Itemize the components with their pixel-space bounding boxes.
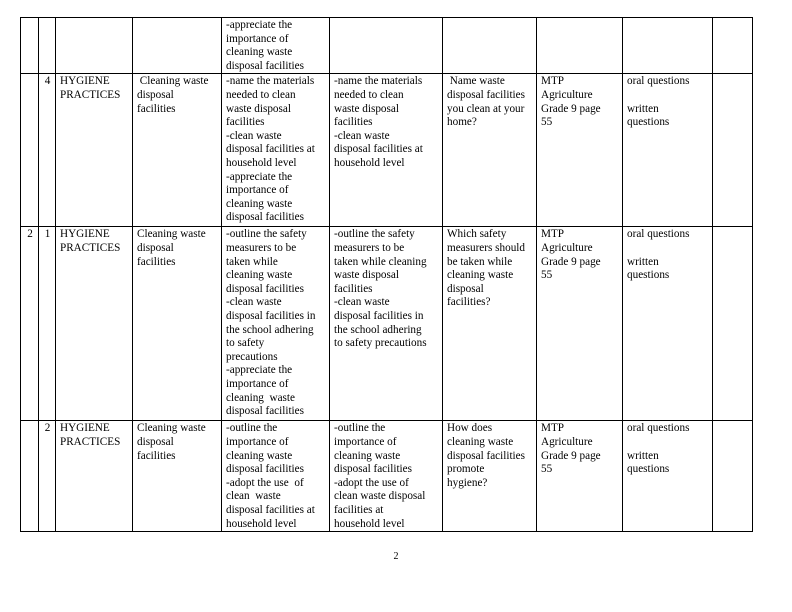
cell-line: Grade 9 page: [541, 102, 601, 115]
cell-line: PRACTICES: [60, 435, 121, 448]
cell-line: household level: [334, 517, 405, 530]
cell-line: be taken while: [447, 255, 513, 268]
cell-line: promote: [447, 463, 485, 476]
cell-line: disposal facilities: [226, 59, 304, 72]
learning-resources-cell: [537, 227, 623, 421]
cell-line: -name the materials: [226, 75, 315, 88]
cell-line: -clean waste: [334, 129, 390, 142]
cell-line: measurers to be: [334, 241, 405, 254]
blank-line: [627, 436, 709, 450]
cell-line: facilities: [334, 282, 373, 295]
blank-line: [627, 242, 709, 256]
learning-resources-cell: [537, 74, 623, 227]
cell-line: waste disposal: [334, 269, 399, 282]
cell-line: importance of: [226, 435, 289, 448]
cell-line: facilities: [137, 255, 176, 268]
cell-line: Cleaning waste: [137, 75, 209, 88]
cell-line: 55: [541, 463, 553, 476]
cell-line: -outline the safety: [334, 228, 415, 241]
cell-line: written: [627, 449, 659, 462]
cell-line: household level: [334, 156, 405, 169]
cell-line: cleaning waste: [447, 269, 514, 282]
cell-line: -clean waste: [226, 129, 282, 142]
cell-line: the school adhering: [226, 323, 314, 336]
scheme-of-work-table: [20, 17, 753, 532]
cell-line: facilities: [137, 102, 176, 115]
cell-line: -adopt the use of: [334, 476, 409, 489]
cell-line: disposal facilities: [226, 405, 304, 418]
cell-line: household level: [226, 517, 297, 530]
cell-line: HYGIENE: [60, 422, 110, 435]
table-row: [21, 227, 753, 421]
cell-line: -adopt the use of: [226, 476, 304, 489]
lesson-cell: [39, 227, 56, 421]
cell-line: PRACTICES: [60, 241, 121, 254]
cell-line: Cleaning waste: [137, 422, 206, 435]
cell-line: cleaning waste: [334, 449, 401, 462]
cell-line: Agriculture: [541, 241, 593, 254]
cell-line: disposal facilities at: [226, 503, 315, 516]
cell-text: 4: [44, 75, 51, 88]
cell-line: waste disposal: [226, 102, 291, 115]
blank-line: [627, 89, 709, 103]
cell-line: taken while: [226, 255, 278, 268]
cell-line: cleaning waste: [226, 269, 293, 282]
table-row: [21, 18, 753, 74]
table-body: [21, 18, 753, 532]
cell-line: disposal facilities in: [334, 309, 424, 322]
cell-line: -outline the safety: [226, 228, 307, 241]
cell-line: needed to clean: [334, 88, 404, 101]
cell-line: oral questions: [627, 75, 690, 88]
cell-line: waste disposal: [334, 102, 399, 115]
cell-line: -clean waste: [226, 296, 282, 309]
strand-cell: [56, 74, 133, 227]
lesson-cell: [39, 18, 56, 74]
key-inquiry-question-cell: [443, 227, 537, 421]
learning-experiences-cell: [330, 421, 443, 532]
cell-line: MTP: [541, 228, 565, 241]
cell-line: 55: [541, 269, 553, 282]
cell-line: disposal: [137, 435, 174, 448]
cell-line: cleaning waste: [226, 46, 293, 59]
cell-line: facilities: [226, 116, 265, 129]
learning-experiences-cell: [330, 227, 443, 421]
cell-line: Cleaning waste: [137, 228, 206, 241]
cell-line: -clean waste: [334, 296, 390, 309]
key-inquiry-question-cell: [443, 74, 537, 227]
cell-line: Grade 9 page: [541, 255, 601, 268]
strand-cell: [56, 421, 133, 532]
table-row: [21, 421, 753, 532]
cell-line: disposal facilities: [447, 88, 525, 101]
cell-line: questions: [627, 269, 670, 282]
learning-outcomes-cell: [222, 227, 330, 421]
cell-line: disposal: [447, 282, 484, 295]
cell-line: you clean at your: [447, 102, 525, 115]
learning-outcomes-cell: [222, 18, 330, 74]
cell-line: -appreciate the: [226, 364, 293, 377]
remarks-cell: [713, 227, 753, 421]
cell-line: -name the materials: [334, 75, 423, 88]
cell-line: -appreciate the: [226, 170, 293, 183]
cell-line: clean waste disposal: [334, 490, 426, 503]
cell-line: importance of: [226, 184, 289, 197]
cell-line: HYGIENE: [60, 75, 110, 88]
cell-line: written: [627, 255, 659, 268]
cell-line: cleaning waste: [447, 435, 514, 448]
cell-line: disposal facilities: [226, 282, 304, 295]
cell-line: facilities?: [447, 296, 491, 309]
cell-line: questions: [627, 463, 670, 476]
week-cell: [21, 227, 39, 421]
cell-line: cleaning waste: [226, 197, 293, 210]
cell-line: facilities: [334, 116, 373, 129]
remarks-cell: [713, 18, 753, 74]
cell-line: measurers should: [447, 241, 525, 254]
lesson-cell: [39, 421, 56, 532]
cell-line: HYGIENE: [60, 228, 110, 241]
cell-line: oral questions: [627, 228, 690, 241]
cell-line: How does: [447, 422, 493, 435]
cell-line: cleaning waste: [226, 391, 295, 404]
cell-line: Agriculture: [541, 435, 593, 448]
cell-line: -outline the: [226, 422, 278, 435]
cell-line: 55: [541, 116, 553, 129]
cell-line: PRACTICES: [60, 88, 121, 101]
learning-resources-cell: [537, 421, 623, 532]
cell-line: disposal facilities at: [226, 143, 315, 156]
sub-strand-cell: [133, 421, 222, 532]
cell-line: oral questions: [627, 422, 690, 435]
cell-line: disposal facilities: [334, 463, 412, 476]
learning-experiences-cell: [330, 18, 443, 74]
cell-line: importance of: [226, 32, 289, 45]
remarks-cell: [713, 421, 753, 532]
cell-line: precautions: [226, 350, 278, 363]
cell-line: home?: [447, 116, 477, 129]
sub-strand-cell: [133, 18, 222, 74]
cell-line: the school adhering: [334, 323, 422, 336]
assessment-cell: [623, 74, 713, 227]
cell-line: disposal: [137, 241, 174, 254]
learning-resources-cell: [537, 18, 623, 74]
cell-line: Name waste: [447, 75, 505, 88]
cell-line: to safety: [226, 337, 265, 350]
cell-line: Agriculture: [541, 88, 593, 101]
cell-line: household level: [226, 156, 297, 169]
learning-outcomes-cell: [222, 74, 330, 227]
cell-line: measurers to be: [226, 241, 297, 254]
cell-line: Grade 9 page: [541, 449, 601, 462]
cell-text: 2: [44, 422, 51, 435]
cell-line: -outline the: [334, 422, 386, 435]
strand-cell: [56, 18, 133, 74]
week-cell: [21, 74, 39, 227]
cell-text: 1: [44, 228, 51, 241]
strand-cell: [56, 227, 133, 421]
key-inquiry-question-cell: [443, 18, 537, 74]
learning-experiences-cell: [330, 74, 443, 227]
cell-line: importance of: [334, 435, 397, 448]
cell-line: facilities: [137, 449, 176, 462]
assessment-cell: [623, 18, 713, 74]
cell-line: disposal facilities: [447, 449, 525, 462]
cell-line: -appreciate the: [226, 19, 293, 31]
sub-strand-cell: [133, 74, 222, 227]
key-inquiry-question-cell: [443, 421, 537, 532]
cell-line: MTP: [541, 75, 565, 88]
cell-line: disposal facilities in: [226, 309, 316, 322]
cell-text: 2: [27, 228, 33, 241]
cell-line: importance of: [226, 377, 289, 390]
assessment-cell: [623, 227, 713, 421]
cell-line: disposal facilities: [226, 211, 304, 224]
cell-line: MTP: [541, 422, 565, 435]
sub-strand-cell: [133, 227, 222, 421]
cell-line: facilities at: [334, 503, 384, 516]
table-row: [21, 74, 753, 227]
cell-line: written: [627, 102, 659, 115]
cell-line: disposal facilities: [226, 463, 304, 476]
learning-outcomes-cell: [222, 421, 330, 532]
lesson-cell: [39, 74, 56, 227]
cell-line: disposal facilities at: [334, 143, 423, 156]
assessment-cell: [623, 421, 713, 532]
cell-line: to safety precautions: [334, 337, 427, 350]
week-cell: [21, 421, 39, 532]
cell-line: taken while cleaning: [334, 255, 427, 268]
page-number: 2: [393, 551, 399, 562]
cell-line: needed to clean: [226, 88, 296, 101]
week-cell: [21, 18, 39, 74]
remarks-cell: [713, 74, 753, 227]
cell-line: cleaning waste: [226, 449, 293, 462]
cell-line: disposal: [137, 88, 174, 101]
cell-line: clean waste: [226, 490, 281, 503]
cell-line: hygiene?: [447, 476, 488, 489]
cell-line: Which safety: [447, 228, 507, 241]
cell-line: questions: [627, 116, 670, 129]
